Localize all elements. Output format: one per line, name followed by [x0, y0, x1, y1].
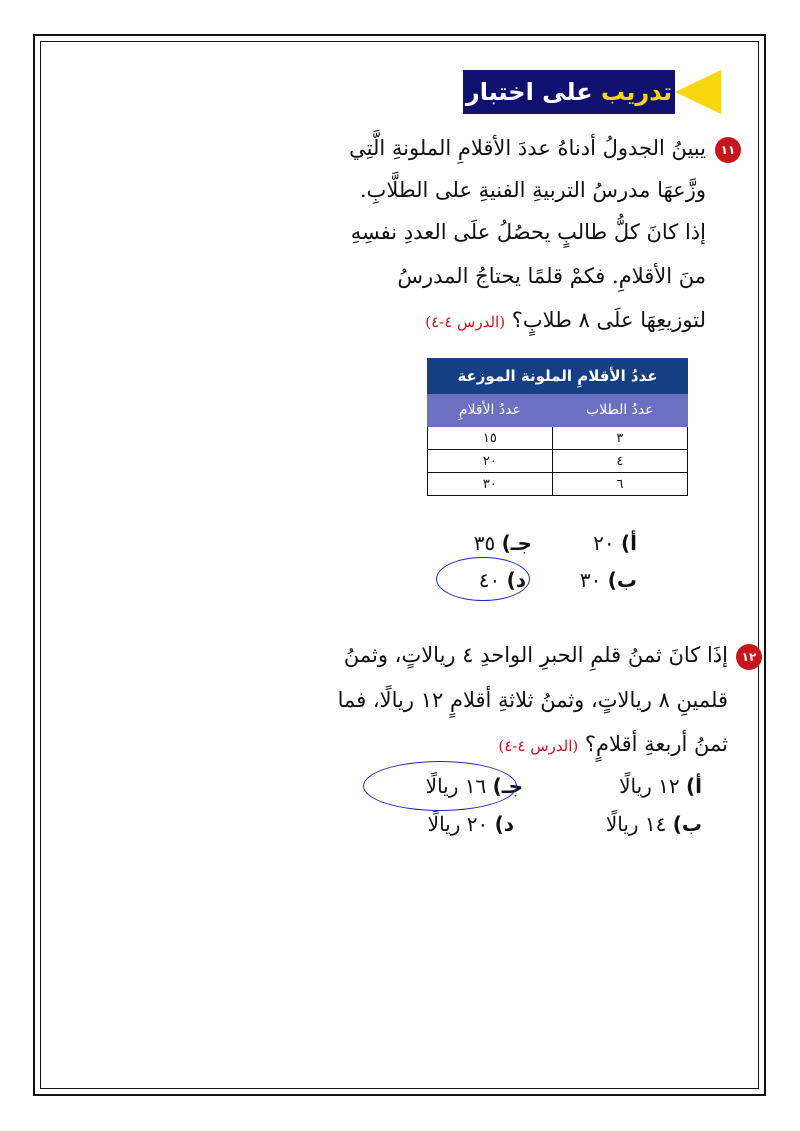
option-value: ١٦ ريالًا [425, 774, 487, 798]
q2-option-a[interactable] [619, 774, 702, 798]
q2-option-d[interactable] [428, 812, 514, 836]
table-cell-students: ٦ [552, 473, 687, 496]
table-title: عددُ الأقلامِ الملونة الموزعة [428, 359, 688, 394]
q1-line-5 [425, 308, 706, 332]
banner-title-highlight: تدريب [601, 78, 673, 106]
q1-line-1: يبينُ الجدولُ أدناهُ عددَ الأقلامِ الملونةِ الَّتِي [349, 136, 706, 160]
option-value: ١٢ ريالًا [619, 774, 680, 798]
table-row [428, 473, 688, 496]
q1-option-b[interactable] [580, 568, 637, 592]
table-cell-pens: ٣٠ [428, 473, 553, 496]
banner-arrow-icon [675, 70, 721, 114]
question-12-number: ١٢ [736, 644, 762, 670]
q1-lesson-reference: (الدرس ٤-٤) [425, 313, 506, 331]
selected-answer-circle-icon [363, 761, 517, 811]
option-letter: جـ) [492, 774, 523, 798]
q2-line-1: إذَا كانَ ثمنُ قلمِ الحبرِ الواحدِ ٤ ريالاتٍ، وثمنُ [343, 643, 728, 667]
table-row [428, 427, 688, 450]
banner-title-rest: على اختبار [465, 78, 602, 106]
option-letter: أ) [686, 774, 702, 798]
option-letter: ب) [607, 568, 637, 592]
option-letter: د) [506, 568, 526, 592]
banner-title [463, 70, 675, 114]
option-value: ١٤ ريالًا [605, 812, 667, 836]
option-value: ٤٠ [478, 568, 501, 592]
q2-option-b[interactable] [606, 812, 702, 836]
q1-line-4: منَ الأقلامِ. فكمْ قلمًا يحتاجُ المدرسُ [397, 264, 706, 288]
table-cell-students: ٤ [552, 450, 687, 473]
q2-line-3-text: ثمنُ أربعةِ أقلامٍ؟ [584, 732, 728, 756]
table-row [428, 450, 688, 473]
option-letter: د) [494, 812, 514, 836]
q1-line-2: وزَّعهَا مدرسُ التربيةِ الفنيةِ على الطلَّابِ. [359, 178, 706, 202]
q2-line-3 [498, 732, 728, 756]
q1-line-3: إذا كانَ كلُّ طالبٍ يحصُلُ علَى العددِ نفسِهِ [350, 220, 706, 244]
q1-option-c[interactable] [474, 531, 532, 555]
table-cell-pens: ١٥ [428, 427, 553, 450]
test-practice-banner [463, 70, 724, 114]
q1-line-5-text: لتوزيعِهَا علَى ٨ طلابٍ؟ [511, 308, 706, 332]
q2-lesson-reference: (الدرس ٤-٤) [498, 737, 579, 755]
table-cell-pens: ٢٠ [428, 450, 553, 473]
option-letter: ب) [672, 812, 702, 836]
option-letter: أ) [621, 531, 637, 555]
q1-option-a[interactable] [593, 531, 637, 555]
pens-distribution-table [427, 358, 688, 496]
option-value: ٣٥ [473, 531, 496, 555]
option-value: ٢٠ ريالًا [427, 812, 489, 836]
selected-answer-circle-icon [436, 557, 530, 601]
table-header-pens: عددُ الأقلامِ [428, 394, 553, 427]
table-cell-students: ٣ [552, 427, 687, 450]
option-letter: جـ) [501, 531, 532, 555]
question-11-number: ١١ [715, 137, 741, 163]
table-header-students: عددُ الطلاب [552, 394, 687, 427]
option-value: ٣٠ [579, 568, 602, 592]
q2-line-2: قلمينِ ٨ ريالاتٍ، وثمنُ ثلاثةِ أقلامٍ ١٢ ريالًا، فما [337, 688, 728, 712]
option-value: ٢٠ [593, 531, 615, 555]
